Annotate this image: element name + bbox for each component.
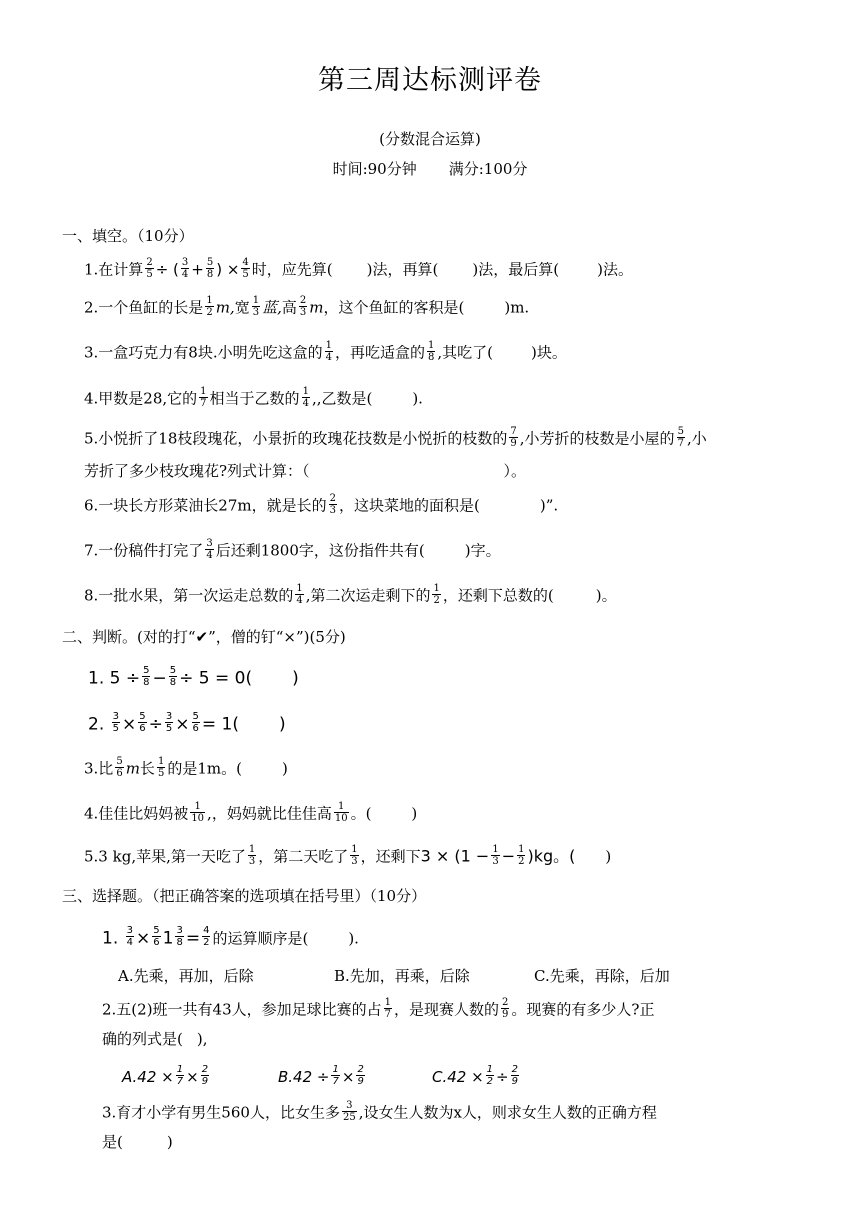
denominator: 10 xyxy=(334,813,348,824)
denominator: 25 xyxy=(342,1112,356,1123)
exam-meta xyxy=(0,158,860,179)
numerator: 2 xyxy=(146,257,153,268)
fraction xyxy=(248,844,256,867)
s3-q2-option-b[interactable]: B.42 ÷ $\frac{1}{7}$ × $\frac{2}{9}$ xyxy=(278,1064,364,1087)
s1-q4: 4.甲数是28,它的 $\frac{1}{7}$ 相当于乙数的 $\frac{1}{4}$ ,,乙数是( ). xyxy=(84,386,423,409)
fraction xyxy=(115,756,123,779)
fraction xyxy=(384,997,392,1020)
fraction xyxy=(138,711,146,734)
denominator: 7 xyxy=(176,1076,184,1087)
s3-q2-option-a[interactable]: A.42 × $\frac{1}{7}$ × $\frac{2}{9}$ xyxy=(122,1064,209,1087)
numerator: 1 xyxy=(325,340,332,351)
numerator: 4 xyxy=(203,925,210,936)
fraction xyxy=(509,426,517,449)
fraction xyxy=(356,1064,364,1087)
fraction xyxy=(176,1064,184,1087)
fraction xyxy=(299,295,307,318)
denominator: 5 xyxy=(242,269,249,280)
denominator: 2 xyxy=(433,595,440,606)
numerator: 3 xyxy=(165,711,173,722)
denominator: 5 xyxy=(112,723,120,734)
denominator: 9 xyxy=(511,1076,518,1087)
s2-q1: 1. 5 ÷ $\frac{5}{8}$ − $\frac{5}{8}$ ÷ 5 = 0( ) xyxy=(88,665,299,689)
numerator: 1 xyxy=(384,997,392,1008)
denominator: 7 xyxy=(677,438,684,449)
denominator: 2 xyxy=(486,1076,494,1087)
numerator: 1 xyxy=(334,801,349,813)
denominator: 8 xyxy=(206,269,214,280)
fraction xyxy=(517,844,525,867)
numerator: 1 xyxy=(492,844,499,855)
fraction xyxy=(252,295,260,318)
numerator: 3 xyxy=(112,711,120,722)
numerator: 3 xyxy=(181,257,189,268)
numerator: 1 xyxy=(248,844,256,855)
denominator: 3 xyxy=(252,307,260,318)
section3-heading: 三、选择题。（把正确答案的选项填在括号里）（10分） xyxy=(62,887,427,905)
numerator: 2 xyxy=(299,295,307,306)
s3-q3: 3.育才小学有男生560人，比女生多 $\frac{3}{25}$ ,设女生人数为x人，则求女生人数的正确方程 xyxy=(102,1100,657,1123)
numerator: 3 xyxy=(342,1100,357,1112)
fraction xyxy=(325,340,333,363)
numerator: 1 xyxy=(252,295,260,306)
denominator: 4 xyxy=(181,269,189,280)
numerator: 2 xyxy=(357,1064,364,1075)
denominator: 8 xyxy=(428,352,435,363)
denominator: 5 xyxy=(165,723,173,734)
fraction xyxy=(331,1064,339,1087)
fraction xyxy=(202,925,210,948)
fraction xyxy=(206,257,214,280)
fraction xyxy=(142,665,150,688)
denominator: 7 xyxy=(200,398,207,409)
s1-q7: 7.一份稿件打完了 $\frac{3}{4}$ 后还剩1800字，这份指件共有( )字。 xyxy=(84,538,501,561)
numerator: 5 xyxy=(116,756,123,767)
s1-q3: 3.一盒巧克力有8块.小明先吃这盒的 $\frac{1}{4}$ ，再吃适盒的 $\frac{1}{8}$ ,其吃了( )块。 xyxy=(84,340,567,363)
fraction xyxy=(205,538,213,561)
fraction xyxy=(432,583,440,606)
numerator: 5 xyxy=(677,426,684,437)
denominator: 9 xyxy=(201,1076,209,1087)
denominator: 6 xyxy=(116,768,123,779)
numerator: 3 xyxy=(176,925,183,936)
numerator: 4 xyxy=(242,257,249,268)
numerator: 1 xyxy=(157,756,165,767)
fraction xyxy=(491,844,499,867)
time-label: 时间:90分钟 xyxy=(332,160,417,178)
numerator: 5 xyxy=(143,665,150,676)
denominator: 6 xyxy=(139,723,146,734)
denominator: 5 xyxy=(146,269,153,280)
numerator: 1 xyxy=(200,386,207,397)
denominator: 3 xyxy=(329,505,336,516)
fraction xyxy=(334,801,349,824)
page-title: 第三周达标测评卷 xyxy=(318,65,542,96)
denominator: 8 xyxy=(176,937,183,948)
fraction xyxy=(342,1100,357,1123)
numerator: 1 xyxy=(428,340,435,351)
denominator: 8 xyxy=(143,677,150,688)
denominator: 7 xyxy=(384,1009,392,1020)
denominator: 10 xyxy=(191,813,205,824)
s1-q6: 6.一块长方形菜油长27m，就是长的 $\frac{2}{3}$ ，这块菜地的面积是( )”. xyxy=(84,493,559,516)
fraction xyxy=(350,844,358,867)
section1-heading: 一、填空。（10分） xyxy=(62,227,194,245)
numerator: 2 xyxy=(511,1064,518,1075)
denominator: 4 xyxy=(296,595,303,606)
numerator: 2 xyxy=(329,493,336,504)
numerator: 5 xyxy=(153,925,160,936)
denominator: 4 xyxy=(325,352,332,363)
numerator: 5 xyxy=(139,711,146,722)
fraction xyxy=(501,997,509,1020)
score-label: 满分:100分 xyxy=(448,160,528,178)
fraction xyxy=(112,711,120,734)
fraction xyxy=(152,925,160,948)
denominator: 2 xyxy=(518,856,525,867)
denominator: 3 xyxy=(351,856,358,867)
numerator: 2 xyxy=(201,1064,209,1075)
numerator: 1 xyxy=(433,583,440,594)
denominator: 6 xyxy=(192,723,199,734)
denominator: 4 xyxy=(206,550,213,561)
fraction xyxy=(190,801,205,824)
denominator: 3 xyxy=(299,307,307,318)
fraction xyxy=(677,426,685,449)
s1-q1: 1.在计算 $\frac{2}{5}$ ÷ ( $\frac{3}{4}$ + $\frac{5}{8}$ ) × $\frac{4}{5}$ 时，应先算( )法，再算( )法，最后算( )法。 xyxy=(84,257,633,280)
numerator: 5 xyxy=(206,257,214,268)
s2-q3: 3.比 $\frac{5}{6}$ m长 $\frac{1}{5}$ 的是1m。( ) xyxy=(84,756,288,779)
denominator: 4 xyxy=(126,937,134,948)
denominator: 8 xyxy=(169,677,177,688)
fraction xyxy=(157,756,165,779)
fraction xyxy=(486,1064,494,1087)
fraction xyxy=(205,295,213,318)
fraction xyxy=(302,386,310,409)
fraction xyxy=(511,1064,519,1087)
subtitle: (分数混合运算) xyxy=(379,130,481,148)
numerator: 2 xyxy=(502,997,509,1008)
fraction xyxy=(192,711,200,734)
fraction xyxy=(199,386,207,409)
s3-q1-option-c[interactable]: C.先乘，再除，后加 xyxy=(534,967,670,985)
s1-q8: 8.一批水果，第一次运走总数的 $\frac{1}{4}$ ,第二次运走剩下的 $\frac{1}{2}$ ，还剩下总数的( )。 xyxy=(84,583,617,606)
fraction xyxy=(329,493,337,516)
fraction xyxy=(295,583,303,606)
numerator: 1 xyxy=(351,844,358,855)
denominator: 9 xyxy=(357,1076,364,1087)
s1-q2: 2.一个鱼缸的长是 $\frac{1}{2}$ m,宽 $\frac{1}{3}$ 蓝,高 $\frac{2}{3}$ m，这个鱼缸的客积是( )m. xyxy=(84,295,530,318)
fraction xyxy=(175,925,183,948)
s3-q2-option-c[interactable]: C.42 × $\frac{1}{2}$ ÷ $\frac{2}{9}$ xyxy=(432,1064,518,1087)
numerator: 1 xyxy=(518,844,525,855)
section2-heading: 二、判断。(对的打“✔”，僧的钉“×”)(5分) xyxy=(62,628,346,646)
numerator: 3 xyxy=(206,538,213,549)
numerator: 1 xyxy=(486,1064,494,1075)
denominator: 4 xyxy=(302,398,309,409)
numerator: 5 xyxy=(192,711,199,722)
numerator: 1 xyxy=(190,801,205,813)
fraction xyxy=(241,257,249,280)
fraction xyxy=(201,1064,209,1087)
fraction xyxy=(165,711,173,734)
numerator: 1 xyxy=(302,386,309,397)
denominator: 9 xyxy=(510,438,517,449)
numerator: 1 xyxy=(332,1064,339,1075)
numerator: 3 xyxy=(126,925,134,936)
denominator: 7 xyxy=(332,1076,339,1087)
denominator: 2 xyxy=(203,937,210,948)
numerator: 5 xyxy=(169,665,177,676)
fraction xyxy=(181,257,189,280)
s3-q2: 2.五(2)班一共有43人，参加足球比赛的占 $\frac{1}{7}$ ，是现赛人数的 $\frac{2}{9}$ 。现赛的有多少人?正 xyxy=(102,997,655,1020)
s1-q5-cont: 芳折了多少枝玫瑰花?列式计算：（ ）。 xyxy=(84,462,527,480)
s1-q5: 5.小悦折了18枝段瑰花，小景折的玫瑰花技数是小悦折的枝数的 $\frac{7}{9}$ ,小芳折的枝数是小屋的 $\frac{5}{7}$ ,小 xyxy=(84,426,707,449)
denominator: 5 xyxy=(157,768,165,779)
s2-q2: 2. $\frac{3}{5}$ × $\frac{5}{6}$ ÷ $\frac{3}{5}$ × $\frac{5}{6}$ = 1( ) xyxy=(88,711,286,735)
s3-q2-cont: 确的列式是( ), xyxy=(102,1030,208,1048)
s3-q1: 1. $\frac{3}{4}$ × $\frac{5}{6}$ 1 $\frac{3}{8}$ = $\frac{4}{2}$ 的运算顺序是( ). xyxy=(102,925,359,949)
s3-q1-option-b[interactable]: B.先加，再乘，后除 xyxy=(334,967,470,985)
s2-q4: 4.佳佳比妈妈被 $\frac{1}{10}$ ,，妈妈就比佳佳高 $\frac{1}{10}$ 。( ) xyxy=(84,801,418,824)
numerator: 7 xyxy=(510,426,517,437)
numerator: 1 xyxy=(206,295,213,306)
denominator: 3 xyxy=(492,856,499,867)
denominator: 2 xyxy=(206,307,213,318)
fraction xyxy=(126,925,134,948)
numerator: 1 xyxy=(176,1064,184,1075)
s3-q3-cont: 是( ) xyxy=(102,1133,173,1151)
numerator: 1 xyxy=(296,583,303,594)
fraction xyxy=(169,665,177,688)
s2-q5: 5.3 kg,苹果,第一天吃了 $\frac{1}{3}$ ，第二天吃了 $\frac{1}{3}$ ，还剩下3 × (1 − $\frac{1}{3}$ − $\frac{1}{2}$ )kg。( ) xyxy=(84,844,612,867)
denominator: 3 xyxy=(248,856,256,867)
fraction xyxy=(427,340,435,363)
denominator: 9 xyxy=(502,1009,509,1020)
s3-q1-option-a[interactable]: A.先乘，再加，后除 xyxy=(118,967,254,985)
denominator: 6 xyxy=(153,937,160,948)
fraction xyxy=(145,257,153,280)
